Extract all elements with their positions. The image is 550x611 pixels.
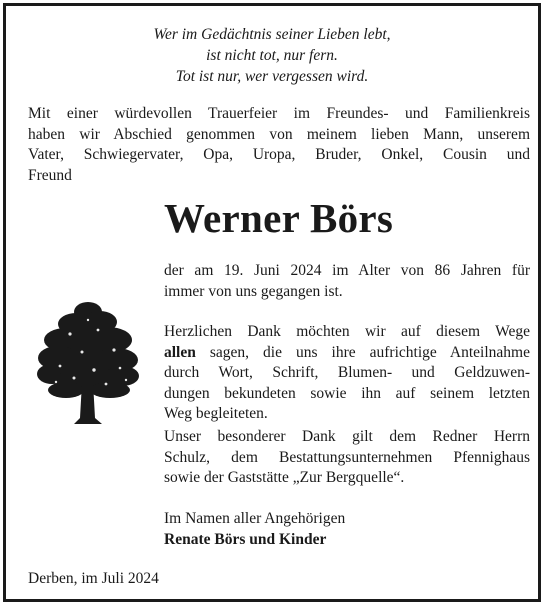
intro-paragraph	[28, 104, 530, 186]
text-line: durch Wort, Schrift, Blumen- und Geldzuwen-	[164, 364, 530, 381]
text-line: Herzlichen Dank möchten wir auf diesem Wege	[164, 323, 530, 340]
text-line: Weg begleiteten.	[164, 405, 268, 422]
signature-names-text: Renate Börs und Kinder	[164, 530, 327, 548]
intro-line: Mit einer würdevollen Trauerfeier im Freundes- und Familienkreis	[28, 105, 530, 122]
intro-line: haben wir Abschied genommen von meinem lieben Mann, unserem	[28, 125, 530, 143]
place-date: Derben, im Juli 2024	[28, 570, 159, 587]
text-line: Unser besonderer Dank gilt dem Redner Herrn	[164, 428, 530, 445]
signature-names	[164, 530, 530, 551]
text-line: sowie der Gaststätte „Zur Bergquelle“.	[164, 469, 405, 486]
quote-line: ist nicht tot, nur fern.	[206, 47, 338, 64]
special-thanks-paragraph	[164, 427, 530, 489]
thanks-paragraph	[164, 322, 530, 425]
text-line: immer von uns gegangen ist.	[164, 282, 343, 300]
text-fragment: sagen, die uns ihre aufrichtige Anteilnahme	[195, 343, 530, 361]
deceased-name: Werner Börs	[164, 195, 394, 241]
obituary-card	[3, 3, 541, 602]
death-notice	[164, 261, 530, 302]
signature-intro: Im Namen aller Angehörigen	[164, 510, 346, 527]
text-line: der am 19. Juni 2024 im Alter von 86 Jahren für	[164, 262, 530, 279]
quote-line: Tot ist nur, wer vergessen wird.	[175, 68, 369, 85]
quote-line: Wer im Gedächtnis seiner Lieben lebt,	[153, 26, 391, 43]
tree-icon	[36, 298, 140, 426]
signature-block	[164, 509, 530, 550]
emphasis-text: allen	[164, 343, 196, 361]
intro-line: Vater, Schwiegervater, Opa, Uropa, Bruder, Onkel, Cousin und	[28, 146, 530, 163]
text-line	[164, 343, 530, 364]
intro-line: Freund	[28, 166, 72, 184]
text-line: Schulz, dem Bestattungsunternehmen Pfennighaus	[164, 448, 530, 466]
text-line: dungen bekundeten sowie ihn auf seinem letzten	[164, 384, 530, 402]
memorial-quote	[6, 24, 538, 87]
